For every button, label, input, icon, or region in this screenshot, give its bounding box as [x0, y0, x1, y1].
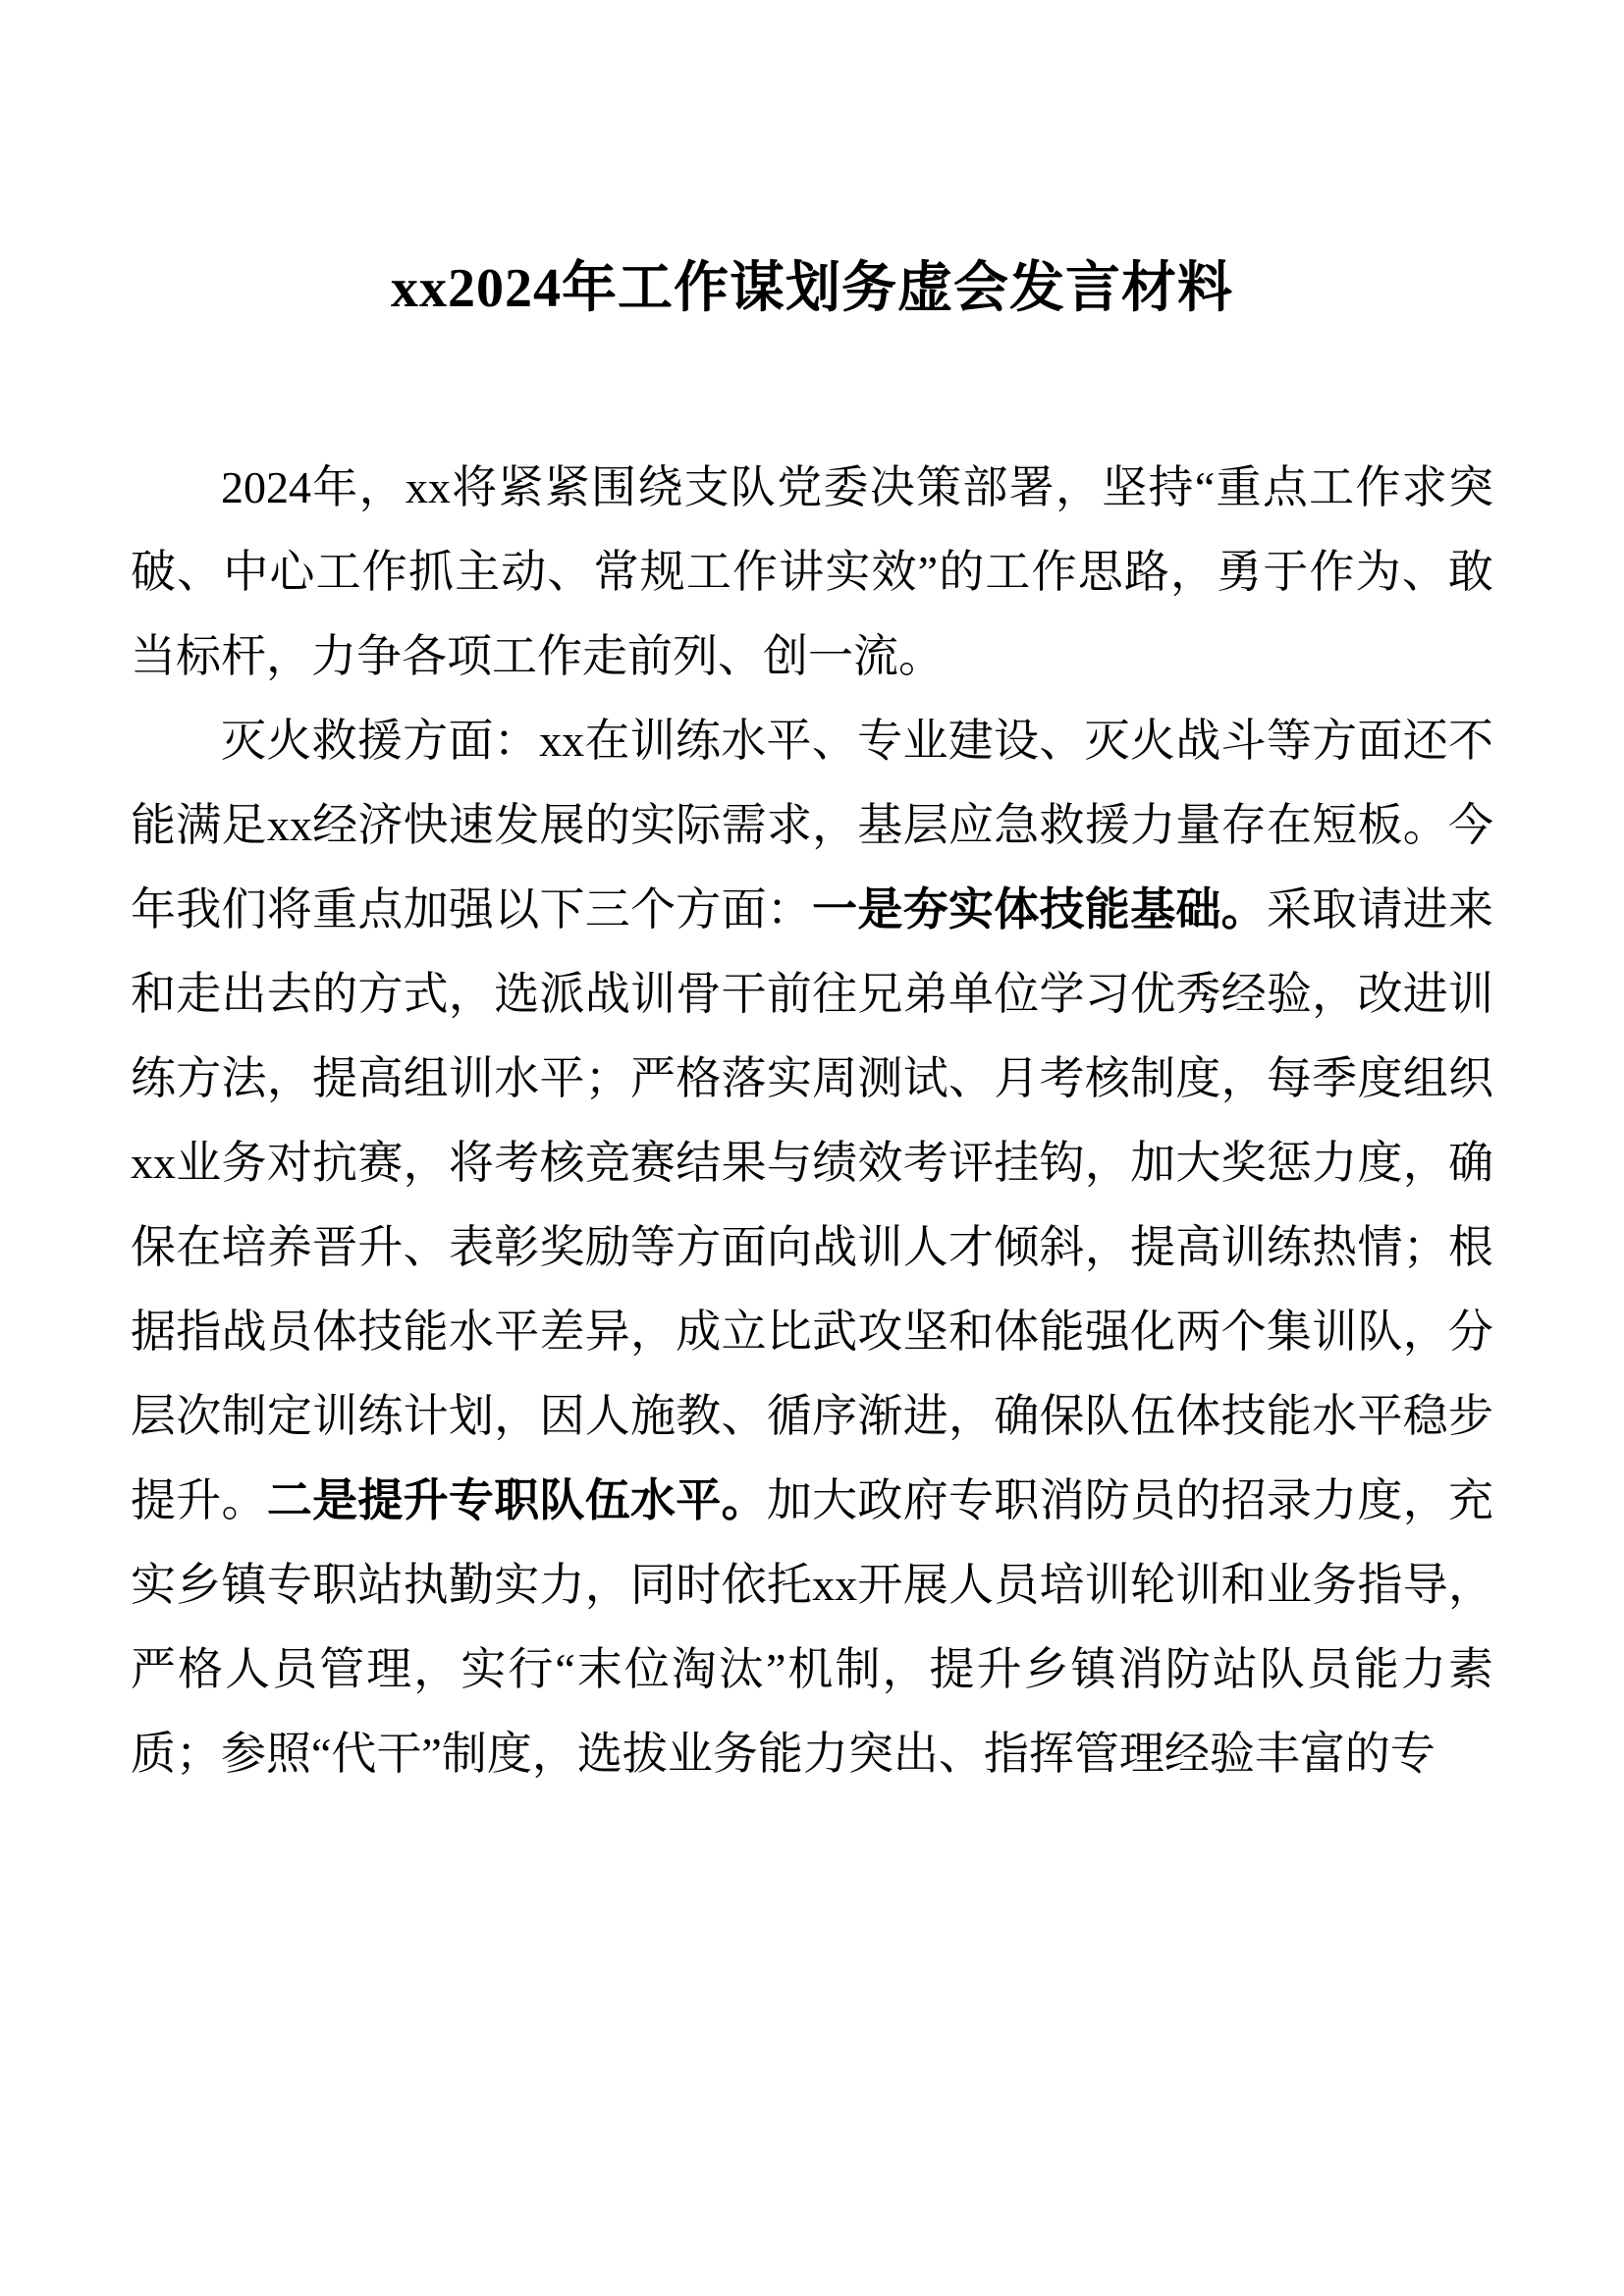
text-run: 2024年，xx将紧紧围绕支队党委决策部署，坚持“重点工作求突破、中心工作抓主动、常规工作讲实效”的工作思路，勇于作为、敢当标杆，力争各项工作走前列、创一流。: [131, 462, 1493, 681]
paragraph: [131, 699, 1493, 1796]
text-run: 采取请进来和走出去的方式，选派战训骨干前往兄弟单位学习优秀经验，改进训练方法，提高组训水平；严格落实周测试、月考核制度，每季度组织xx业务对抗赛，将考核竞赛结果与绩效考评挂钩，加大奖惩力度，确保在培养晋升、表彰奖励等方面向战训人才倾斜，提高训练热情；根据指战员体技能水平差异，成立比武攻坚和体能强化两个集训队，分层次制定训练计划，因人施教、循序渐进，确保队伍体技能水平稳步提升。: [131, 884, 1494, 1525]
document-title: xx2024年工作谋划务虚会发言材料: [391, 258, 1233, 319]
document-body: [131, 446, 1493, 1796]
text-run: 加大政府专职消防员的招录力度，充实乡镇专职站执勤实力，同时依托xx开展人员培训轮训和业务指导，严格人员管理，实行“末位淘汰”机制，提升乡镇消防站队员能力素质；参照“代干”制度，选拔业务能力突出、指挥管理经验丰富的专: [131, 1475, 1494, 1779]
text-run-bold: 一是夯实体技能基础。: [812, 884, 1267, 934]
text-run-bold: 二是提升专职队伍水平。: [266, 1475, 767, 1525]
paragraph: [131, 446, 1493, 699]
text-run: 灭火救援方面：xx在训练水平、专业建设、灭火战斗等方面还不能满足xx经济快速发展的实际需求，基层应急救援力量存在短板。今年我们将重点加强以下三个方面：: [131, 716, 1493, 934]
